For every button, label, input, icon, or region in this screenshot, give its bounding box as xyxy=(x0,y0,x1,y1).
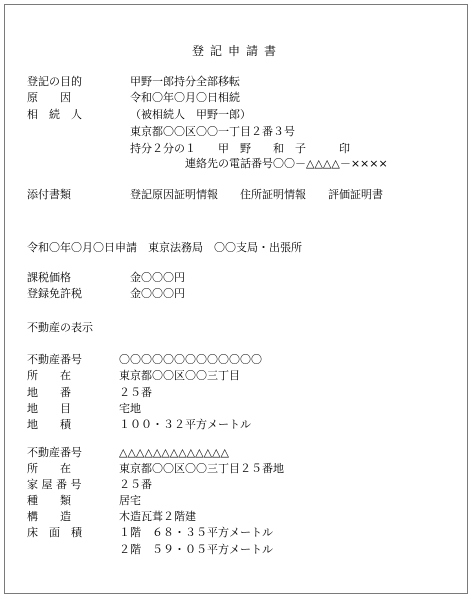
building-structure-label: 構 造 xyxy=(27,510,71,523)
document-title: 登記申請書 xyxy=(192,44,283,58)
document-page xyxy=(4,4,468,594)
building-floor2: ２階 ５９・０５平方メートル xyxy=(119,543,273,556)
building-type-value: 居宅 xyxy=(119,494,141,507)
land-lot-label: 地 番 xyxy=(27,386,71,399)
heir-phone: 連絡先の電話番号〇〇－△△△△－×××× xyxy=(185,157,388,170)
land-area-label: 地 積 xyxy=(27,418,71,431)
building-house-value: ２５番 xyxy=(119,478,152,491)
land-number-label: 不動産番号 xyxy=(27,353,82,366)
cause-value: 令和〇年〇月〇日相続 xyxy=(130,91,240,104)
building-number-label: 不動産番号 xyxy=(27,446,82,459)
land-location-value: 東京都〇〇区〇〇三丁目 xyxy=(119,369,240,382)
attachments-value: 登記原因証明情報 住所証明情報 評価証明書 xyxy=(130,188,383,201)
building-structure-value: 木造瓦葺２階建 xyxy=(119,510,196,523)
building-location-value: 東京都〇〇区〇〇三丁目２５番地 xyxy=(119,462,284,475)
cause-label: 原 因 xyxy=(27,91,71,104)
building-house-label: 家 屋 番 号 xyxy=(27,478,82,491)
building-floor-label: 床 面 積 xyxy=(27,526,82,539)
purpose-label: 登記の目的 xyxy=(27,75,82,88)
land-area-value: １００・３２平方メートル xyxy=(119,418,251,431)
tax-base-label: 課税価格 xyxy=(27,271,71,284)
building-type-label: 種 類 xyxy=(27,494,71,507)
heir-decedent: （被相続人 甲野一郎） xyxy=(130,108,251,121)
land-number-value: 〇〇〇〇〇〇〇〇〇〇〇〇〇 xyxy=(119,353,262,366)
building-location-label: 所 在 xyxy=(27,462,71,475)
land-location-label: 所 在 xyxy=(27,369,71,382)
tax-base-value: 金〇〇〇円 xyxy=(130,271,185,284)
land-category-label: 地 目 xyxy=(27,402,71,415)
heir-share-name: 持分２分の１ 甲 野 和 子 印 xyxy=(130,142,350,155)
heir-address: 東京都〇〇区〇〇一丁目２番３号 xyxy=(130,125,295,138)
land-lot-value: ２５番 xyxy=(119,386,152,399)
building-floor1: １階 ６８・３５平方メートル xyxy=(119,526,273,539)
application-line: 令和〇年〇月〇日申請 東京法務局 〇〇支局・出張所 xyxy=(27,241,302,254)
purpose-value: 甲野一郎持分全部移転 xyxy=(130,75,240,88)
building-number-value: △△△△△△△△△△△△△ xyxy=(119,446,229,459)
attachments-label: 添付書類 xyxy=(27,188,71,201)
land-category-value: 宅地 xyxy=(119,402,141,415)
heir-label: 相 続 人 xyxy=(27,108,82,121)
property-heading: 不動産の表示 xyxy=(27,321,93,334)
license-tax-value: 金〇〇〇円 xyxy=(130,287,185,300)
license-tax-label: 登録免許税 xyxy=(27,287,82,300)
